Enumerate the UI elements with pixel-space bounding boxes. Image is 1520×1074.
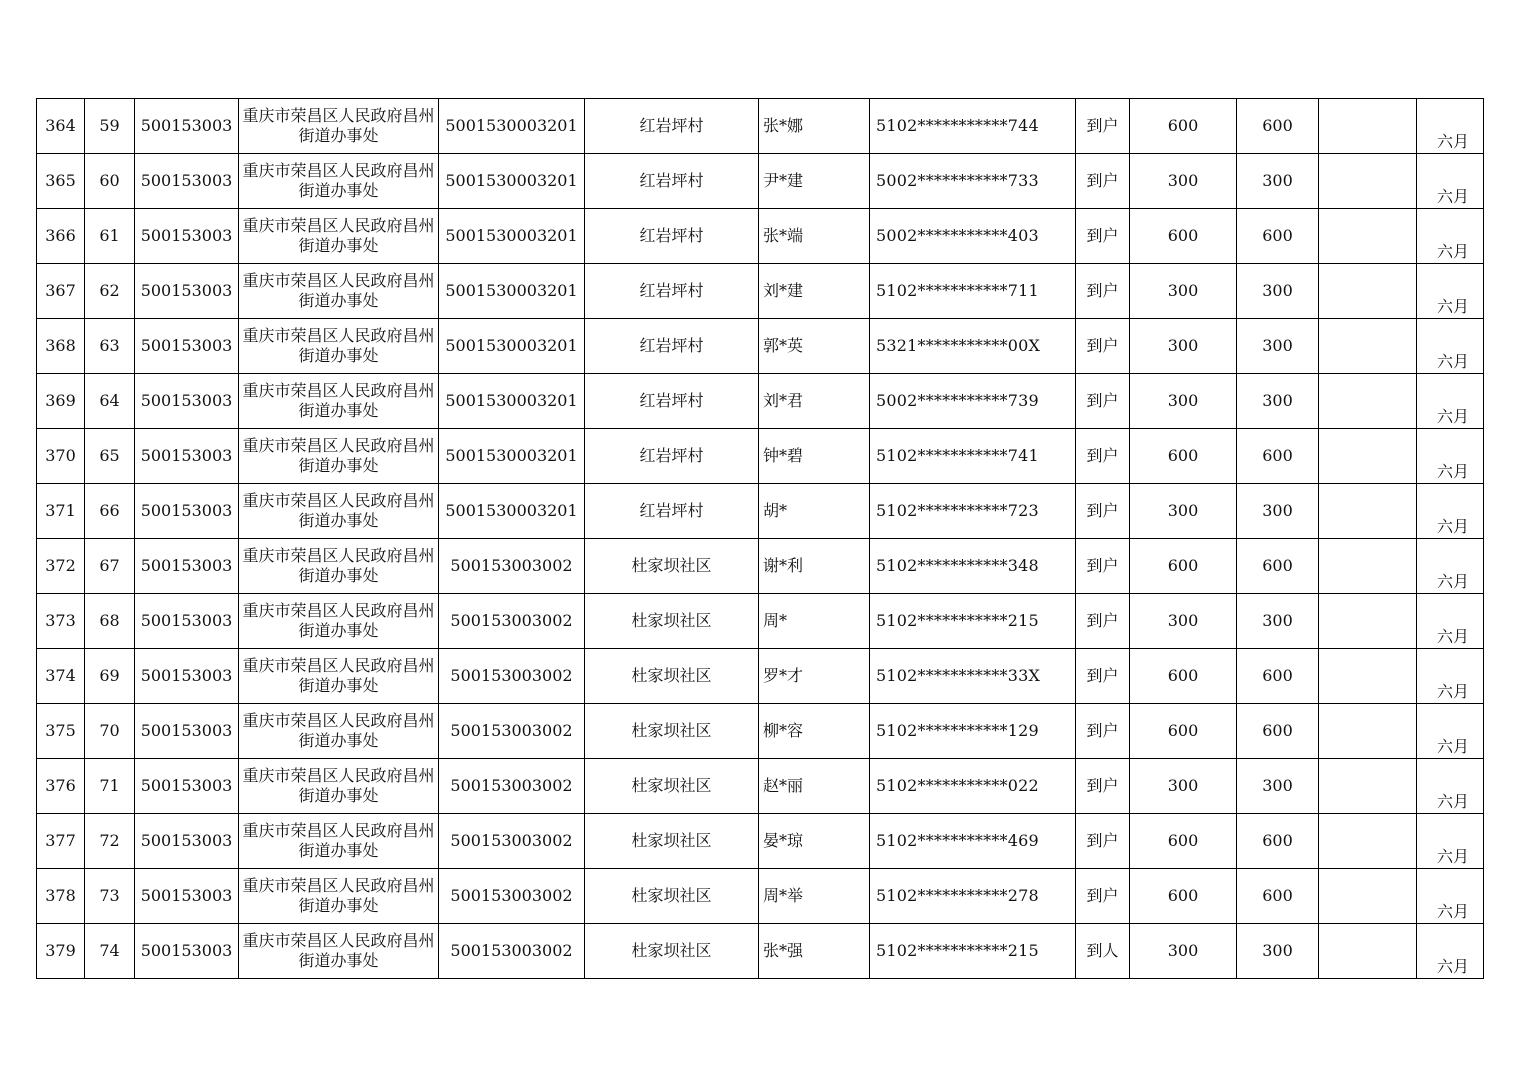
town-code-cell: 500153003 xyxy=(135,869,239,924)
office-name-cell: 重庆市荣昌区人民政府昌州街道办事处 xyxy=(239,154,439,209)
amount-cell: 600 xyxy=(1130,209,1237,264)
sequence-cell: 366 xyxy=(37,209,85,264)
town-code-cell: 500153003 xyxy=(135,539,239,594)
person-name-cell: 周*举 xyxy=(759,869,870,924)
person-name-cell: 晏*琼 xyxy=(759,814,870,869)
amount-cell: 600 xyxy=(1130,869,1237,924)
sequence-cell: 368 xyxy=(37,319,85,374)
month-cell: 六月 xyxy=(1417,99,1484,154)
sub-index-cell: 72 xyxy=(85,814,135,869)
amount-cell: 300 xyxy=(1130,264,1237,319)
village-name-cell: 红岩坪村 xyxy=(585,99,759,154)
table-row xyxy=(37,649,1484,704)
amount-cell: 300 xyxy=(1130,154,1237,209)
month-cell: 六月 xyxy=(1417,704,1484,759)
sub-index-cell: 71 xyxy=(85,759,135,814)
amount-cell: 600 xyxy=(1130,814,1237,869)
village-code-cell: 500153003002 xyxy=(439,869,585,924)
month-cell: 六月 xyxy=(1417,154,1484,209)
note-cell xyxy=(1319,264,1417,319)
village-name-cell: 杜家坝社区 xyxy=(585,649,759,704)
town-code-cell: 500153003 xyxy=(135,99,239,154)
town-code-cell: 500153003 xyxy=(135,924,239,979)
month-cell: 六月 xyxy=(1417,594,1484,649)
town-code-cell: 500153003 xyxy=(135,484,239,539)
id-number-cell: 5102***********469 xyxy=(870,814,1076,869)
amount-paid-cell: 600 xyxy=(1237,869,1319,924)
note-cell xyxy=(1319,99,1417,154)
village-code-cell: 5001530003201 xyxy=(439,429,585,484)
office-name-cell: 重庆市荣昌区人民政府昌州街道办事处 xyxy=(239,924,439,979)
distribution-method-cell: 到户 xyxy=(1076,99,1130,154)
town-code-cell: 500153003 xyxy=(135,319,239,374)
village-code-cell: 5001530003201 xyxy=(439,484,585,539)
note-cell xyxy=(1319,374,1417,429)
village-code-cell: 500153003002 xyxy=(439,924,585,979)
spreadsheet-page xyxy=(36,98,1484,979)
sequence-cell: 370 xyxy=(37,429,85,484)
table-row xyxy=(37,759,1484,814)
distribution-method-cell: 到户 xyxy=(1076,209,1130,264)
sequence-cell: 375 xyxy=(37,704,85,759)
month-cell: 六月 xyxy=(1417,539,1484,594)
amount-paid-cell: 300 xyxy=(1237,319,1319,374)
town-code-cell: 500153003 xyxy=(135,649,239,704)
sequence-cell: 372 xyxy=(37,539,85,594)
note-cell xyxy=(1319,484,1417,539)
amount-paid-cell: 300 xyxy=(1237,154,1319,209)
note-cell xyxy=(1319,704,1417,759)
village-name-cell: 红岩坪村 xyxy=(585,154,759,209)
office-name-cell: 重庆市荣昌区人民政府昌州街道办事处 xyxy=(239,704,439,759)
id-number-cell: 5102***********711 xyxy=(870,264,1076,319)
village-code-cell: 500153003002 xyxy=(439,649,585,704)
sub-index-cell: 61 xyxy=(85,209,135,264)
office-name-cell: 重庆市荣昌区人民政府昌州街道办事处 xyxy=(239,374,439,429)
note-cell xyxy=(1319,594,1417,649)
table-row xyxy=(37,319,1484,374)
village-name-cell: 红岩坪村 xyxy=(585,319,759,374)
amount-paid-cell: 300 xyxy=(1237,484,1319,539)
person-name-cell: 刘*建 xyxy=(759,264,870,319)
town-code-cell: 500153003 xyxy=(135,209,239,264)
town-code-cell: 500153003 xyxy=(135,759,239,814)
note-cell xyxy=(1319,924,1417,979)
note-cell xyxy=(1319,209,1417,264)
person-name-cell: 钟*碧 xyxy=(759,429,870,484)
sub-index-cell: 64 xyxy=(85,374,135,429)
distribution-method-cell: 到户 xyxy=(1076,429,1130,484)
distribution-method-cell: 到人 xyxy=(1076,924,1130,979)
office-name-cell: 重庆市荣昌区人民政府昌州街道办事处 xyxy=(239,429,439,484)
sub-index-cell: 74 xyxy=(85,924,135,979)
table-row xyxy=(37,264,1484,319)
amount-paid-cell: 600 xyxy=(1237,429,1319,484)
id-number-cell: 5102***********723 xyxy=(870,484,1076,539)
id-number-cell: 5102***********33X xyxy=(870,649,1076,704)
village-name-cell: 杜家坝社区 xyxy=(585,924,759,979)
distribution-method-cell: 到户 xyxy=(1076,594,1130,649)
village-name-cell: 杜家坝社区 xyxy=(585,814,759,869)
distribution-method-cell: 到户 xyxy=(1076,704,1130,759)
person-name-cell: 刘*君 xyxy=(759,374,870,429)
sub-index-cell: 62 xyxy=(85,264,135,319)
amount-paid-cell: 600 xyxy=(1237,539,1319,594)
id-number-cell: 5102***********215 xyxy=(870,594,1076,649)
sequence-cell: 373 xyxy=(37,594,85,649)
town-code-cell: 500153003 xyxy=(135,814,239,869)
sub-index-cell: 65 xyxy=(85,429,135,484)
amount-paid-cell: 600 xyxy=(1237,209,1319,264)
distribution-method-cell: 到户 xyxy=(1076,374,1130,429)
month-cell: 六月 xyxy=(1417,374,1484,429)
sub-index-cell: 73 xyxy=(85,869,135,924)
id-number-cell: 5002***********403 xyxy=(870,209,1076,264)
id-number-cell: 5102***********348 xyxy=(870,539,1076,594)
village-name-cell: 红岩坪村 xyxy=(585,484,759,539)
office-name-cell: 重庆市荣昌区人民政府昌州街道办事处 xyxy=(239,264,439,319)
amount-cell: 300 xyxy=(1130,759,1237,814)
id-number-cell: 5102***********022 xyxy=(870,759,1076,814)
amount-cell: 600 xyxy=(1130,539,1237,594)
id-number-cell: 5102***********744 xyxy=(870,99,1076,154)
town-code-cell: 500153003 xyxy=(135,429,239,484)
note-cell xyxy=(1319,154,1417,209)
village-name-cell: 杜家坝社区 xyxy=(585,704,759,759)
sequence-cell: 378 xyxy=(37,869,85,924)
sub-index-cell: 70 xyxy=(85,704,135,759)
amount-cell: 300 xyxy=(1130,484,1237,539)
id-number-cell: 5102***********741 xyxy=(870,429,1076,484)
distribution-method-cell: 到户 xyxy=(1076,759,1130,814)
note-cell xyxy=(1319,869,1417,924)
person-name-cell: 周* xyxy=(759,594,870,649)
village-name-cell: 杜家坝社区 xyxy=(585,539,759,594)
village-name-cell: 杜家坝社区 xyxy=(585,594,759,649)
amount-cell: 300 xyxy=(1130,374,1237,429)
note-cell xyxy=(1319,539,1417,594)
village-name-cell: 红岩坪村 xyxy=(585,264,759,319)
office-name-cell: 重庆市荣昌区人民政府昌州街道办事处 xyxy=(239,99,439,154)
village-code-cell: 5001530003201 xyxy=(439,319,585,374)
amount-cell: 600 xyxy=(1130,99,1237,154)
sub-index-cell: 63 xyxy=(85,319,135,374)
month-cell: 六月 xyxy=(1417,759,1484,814)
village-code-cell: 500153003002 xyxy=(439,539,585,594)
person-name-cell: 尹*建 xyxy=(759,154,870,209)
village-code-cell: 5001530003201 xyxy=(439,209,585,264)
month-cell: 六月 xyxy=(1417,429,1484,484)
town-code-cell: 500153003 xyxy=(135,704,239,759)
person-name-cell: 郭*英 xyxy=(759,319,870,374)
office-name-cell: 重庆市荣昌区人民政府昌州街道办事处 xyxy=(239,209,439,264)
office-name-cell: 重庆市荣昌区人民政府昌州街道办事处 xyxy=(239,319,439,374)
distribution-method-cell: 到户 xyxy=(1076,264,1130,319)
sub-index-cell: 66 xyxy=(85,484,135,539)
sequence-cell: 369 xyxy=(37,374,85,429)
village-code-cell: 500153003002 xyxy=(439,704,585,759)
amount-cell: 300 xyxy=(1130,594,1237,649)
town-code-cell: 500153003 xyxy=(135,154,239,209)
sequence-cell: 379 xyxy=(37,924,85,979)
table-row xyxy=(37,814,1484,869)
month-cell: 六月 xyxy=(1417,319,1484,374)
month-cell: 六月 xyxy=(1417,649,1484,704)
person-name-cell: 谢*利 xyxy=(759,539,870,594)
amount-paid-cell: 600 xyxy=(1237,704,1319,759)
amount-cell: 600 xyxy=(1130,704,1237,759)
amount-cell: 600 xyxy=(1130,429,1237,484)
note-cell xyxy=(1319,759,1417,814)
amount-cell: 300 xyxy=(1130,319,1237,374)
office-name-cell: 重庆市荣昌区人民政府昌州街道办事处 xyxy=(239,649,439,704)
amount-paid-cell: 300 xyxy=(1237,924,1319,979)
note-cell xyxy=(1319,814,1417,869)
sub-index-cell: 59 xyxy=(85,99,135,154)
sequence-cell: 376 xyxy=(37,759,85,814)
beneficiary-table xyxy=(36,98,1484,979)
person-name-cell: 张*端 xyxy=(759,209,870,264)
person-name-cell: 张*强 xyxy=(759,924,870,979)
person-name-cell: 柳*容 xyxy=(759,704,870,759)
amount-cell: 300 xyxy=(1130,924,1237,979)
id-number-cell: 5102***********278 xyxy=(870,869,1076,924)
table-row xyxy=(37,869,1484,924)
distribution-method-cell: 到户 xyxy=(1076,319,1130,374)
village-name-cell: 杜家坝社区 xyxy=(585,869,759,924)
month-cell: 六月 xyxy=(1417,264,1484,319)
distribution-method-cell: 到户 xyxy=(1076,484,1130,539)
sub-index-cell: 60 xyxy=(85,154,135,209)
amount-cell: 600 xyxy=(1130,649,1237,704)
table-row xyxy=(37,539,1484,594)
amount-paid-cell: 300 xyxy=(1237,594,1319,649)
office-name-cell: 重庆市荣昌区人民政府昌州街道办事处 xyxy=(239,869,439,924)
month-cell: 六月 xyxy=(1417,814,1484,869)
note-cell xyxy=(1319,429,1417,484)
month-cell: 六月 xyxy=(1417,484,1484,539)
office-name-cell: 重庆市荣昌区人民政府昌州街道办事处 xyxy=(239,814,439,869)
table-body xyxy=(37,99,1484,979)
table-row xyxy=(37,484,1484,539)
office-name-cell: 重庆市荣昌区人民政府昌州街道办事处 xyxy=(239,759,439,814)
amount-paid-cell: 600 xyxy=(1237,649,1319,704)
distribution-method-cell: 到户 xyxy=(1076,649,1130,704)
person-name-cell: 罗*才 xyxy=(759,649,870,704)
distribution-method-cell: 到户 xyxy=(1076,539,1130,594)
sub-index-cell: 68 xyxy=(85,594,135,649)
table-row xyxy=(37,704,1484,759)
person-name-cell: 赵*丽 xyxy=(759,759,870,814)
id-number-cell: 5321***********00X xyxy=(870,319,1076,374)
sequence-cell: 371 xyxy=(37,484,85,539)
amount-paid-cell: 600 xyxy=(1237,814,1319,869)
sub-index-cell: 67 xyxy=(85,539,135,594)
distribution-method-cell: 到户 xyxy=(1076,814,1130,869)
table-row xyxy=(37,429,1484,484)
village-code-cell: 5001530003201 xyxy=(439,374,585,429)
id-number-cell: 5002***********739 xyxy=(870,374,1076,429)
village-name-cell: 杜家坝社区 xyxy=(585,759,759,814)
village-code-cell: 5001530003201 xyxy=(439,99,585,154)
amount-paid-cell: 300 xyxy=(1237,759,1319,814)
village-code-cell: 500153003002 xyxy=(439,814,585,869)
table-row xyxy=(37,924,1484,979)
town-code-cell: 500153003 xyxy=(135,594,239,649)
distribution-method-cell: 到户 xyxy=(1076,869,1130,924)
sequence-cell: 364 xyxy=(37,99,85,154)
table-row xyxy=(37,154,1484,209)
town-code-cell: 500153003 xyxy=(135,374,239,429)
office-name-cell: 重庆市荣昌区人民政府昌州街道办事处 xyxy=(239,484,439,539)
village-code-cell: 5001530003201 xyxy=(439,154,585,209)
id-number-cell: 5102***********129 xyxy=(870,704,1076,759)
town-code-cell: 500153003 xyxy=(135,264,239,319)
village-name-cell: 红岩坪村 xyxy=(585,374,759,429)
table-row xyxy=(37,374,1484,429)
month-cell: 六月 xyxy=(1417,209,1484,264)
village-code-cell: 5001530003201 xyxy=(439,264,585,319)
table-row xyxy=(37,209,1484,264)
note-cell xyxy=(1319,319,1417,374)
id-number-cell: 5002***********733 xyxy=(870,154,1076,209)
village-name-cell: 红岩坪村 xyxy=(585,209,759,264)
sub-index-cell: 69 xyxy=(85,649,135,704)
id-number-cell: 5102***********215 xyxy=(870,924,1076,979)
amount-paid-cell: 300 xyxy=(1237,374,1319,429)
table-row xyxy=(37,594,1484,649)
village-name-cell: 红岩坪村 xyxy=(585,429,759,484)
amount-paid-cell: 300 xyxy=(1237,264,1319,319)
distribution-method-cell: 到户 xyxy=(1076,154,1130,209)
village-code-cell: 500153003002 xyxy=(439,594,585,649)
sequence-cell: 365 xyxy=(37,154,85,209)
month-cell: 六月 xyxy=(1417,924,1484,979)
sequence-cell: 367 xyxy=(37,264,85,319)
village-code-cell: 500153003002 xyxy=(439,759,585,814)
month-cell: 六月 xyxy=(1417,869,1484,924)
amount-paid-cell: 600 xyxy=(1237,99,1319,154)
person-name-cell: 张*娜 xyxy=(759,99,870,154)
table-row xyxy=(37,99,1484,154)
sequence-cell: 377 xyxy=(37,814,85,869)
office-name-cell: 重庆市荣昌区人民政府昌州街道办事处 xyxy=(239,594,439,649)
note-cell xyxy=(1319,649,1417,704)
person-name-cell: 胡* xyxy=(759,484,870,539)
sequence-cell: 374 xyxy=(37,649,85,704)
office-name-cell: 重庆市荣昌区人民政府昌州街道办事处 xyxy=(239,539,439,594)
